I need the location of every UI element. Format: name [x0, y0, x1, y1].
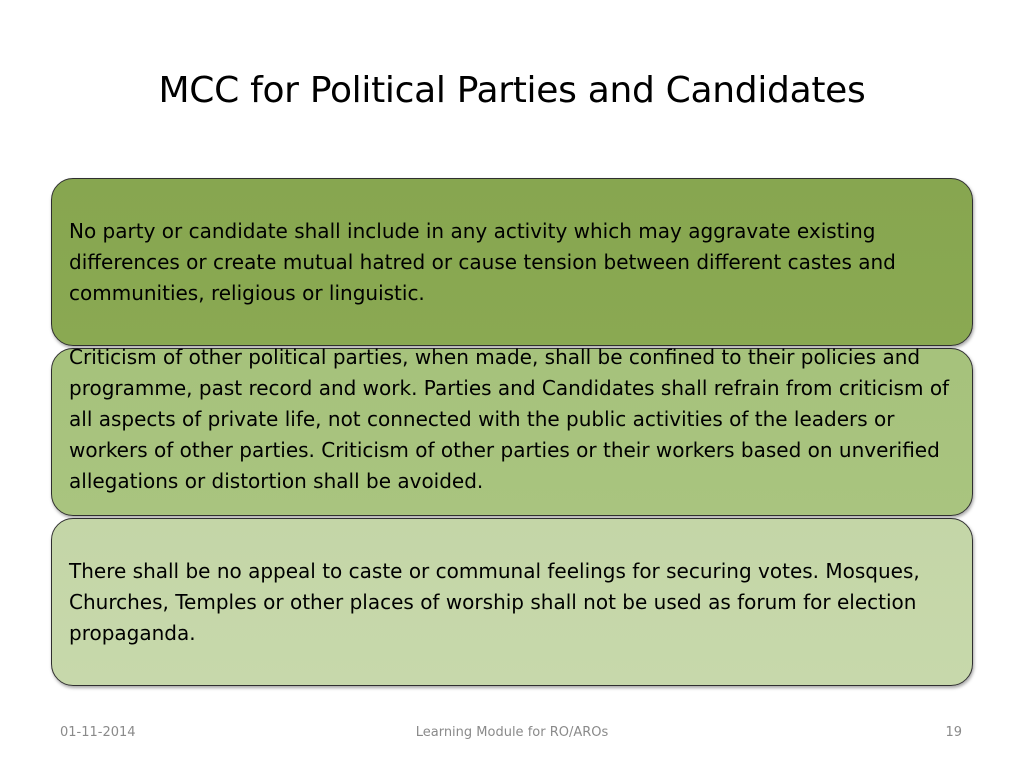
footer-page-number: 19: [945, 725, 962, 740]
content-box-1-text: No party or candidate shall include in any activity which may aggravate existing differences or create mutual hatred or cause tension between different castes and communities, religious or linguistic.: [69, 219, 896, 305]
footer-title: Learning Module for RO/AROs: [415, 725, 609, 740]
slide-title: MCC for Political Parties and Candidates: [158, 70, 866, 111]
content-box-1: [51, 178, 973, 346]
content-box-2: [51, 345, 973, 516]
footer-date: 01-11-2014: [60, 725, 136, 740]
content-box-3-text: There shall be no appeal to caste or communal feelings for securing votes. Mosques, Churches, Temples or other places of worship shall not be used as forum for election propaganda.: [69, 559, 920, 645]
content-box-2-text: Criticism of other political parties, when made, shall be confined to their policies and programme, past record and work. Parties and Candidates shall refrain from criticism of all aspects of private life, not connected with the public activities of the leaders or workers of other parties. Criticism of other parties or their workers based on unverified allegations or distortion shall be avoided.: [69, 345, 950, 493]
content-box-3: [51, 518, 973, 686]
